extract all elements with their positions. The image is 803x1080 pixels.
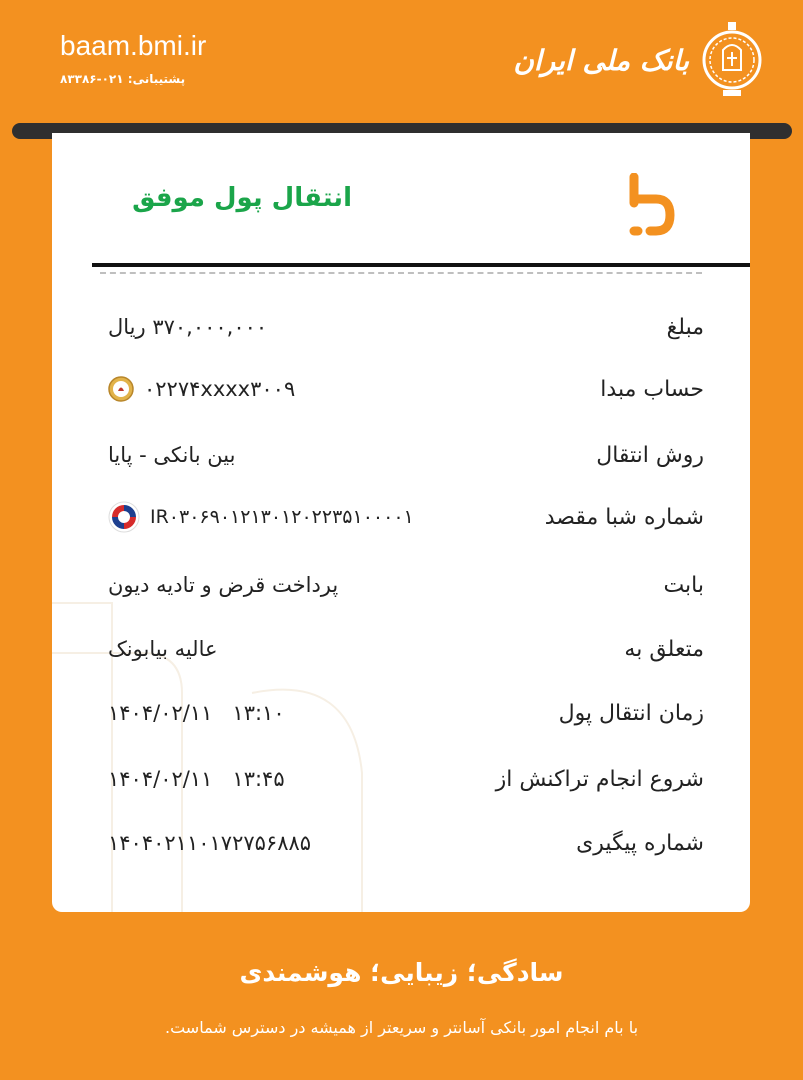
row-tracking-number: [108, 823, 704, 863]
source-account-text: ۰۲۲۷۴xxxx۳۰۰۹: [144, 377, 296, 401]
owner-text: عالیه بیابونک: [108, 637, 218, 661]
row-transfer-method: [108, 435, 704, 475]
owner-label: متعلق به: [624, 636, 704, 662]
transaction-start-text: ۱۴۰۴/۰۲/۱۱ ۱۳:۴۵: [108, 767, 285, 791]
iban-label: شماره شبا مقصد: [544, 504, 704, 530]
row-source-account: [108, 369, 704, 409]
source-account-value: [108, 376, 295, 402]
footer-subtitle: با بام انجام امور بانکی آسانتر و سریعتر از همیشه در دسترس شماست.: [164, 1018, 639, 1037]
purpose-label: بابت: [663, 572, 704, 598]
bank-brand: [513, 16, 763, 104]
divider: [100, 272, 702, 274]
transfer-time-text: ۱۴۰۴/۰۲/۱۱ ۱۳:۱۰: [108, 701, 285, 725]
source-account-label: حساب مبدا: [600, 376, 704, 402]
transfer-time-value: [108, 701, 285, 725]
bank-melli-emblem-icon: [701, 16, 763, 104]
tracking-number-text: ۱۴۰۴۰۲۱۱۰۱۷۲۷۵۶۸۸۵: [108, 831, 312, 855]
bank-melli-coin-icon: [108, 376, 134, 402]
iban-text: IR۰۳۰۶۹۰۱۲۱۳۰۱۲۰۲۲۳۵۱۰۰۰۰۱: [150, 506, 414, 528]
transfer-time-label: زمان انتقال پول: [558, 700, 704, 726]
transaction-start-label: شروع انجام تراکنش از: [495, 766, 704, 792]
paper-slot: [92, 263, 750, 267]
support-phone: پشتیبانی: ۰۲۱-۸۳۳۸۶: [60, 72, 186, 86]
receipt-title: انتقال پول موفق: [132, 183, 352, 213]
destination-bank-icon: [108, 501, 140, 533]
row-amount: [108, 307, 704, 347]
transfer-method-text: بین بانکی - پایا: [108, 443, 236, 467]
baam-logo-icon: [626, 173, 676, 239]
tracking-number-value: [108, 831, 311, 855]
amount-text: ۳۷۰,۰۰۰,۰۰۰ ریال: [108, 315, 268, 339]
row-owner: [108, 629, 704, 669]
row-transaction-start: [108, 759, 704, 799]
footer-title: سادگی؛ زیبایی؛ هوشمندی: [239, 958, 564, 987]
transaction-start-value: [108, 767, 285, 791]
tracking-number-label: شماره پیگیری: [576, 830, 704, 856]
iban-value: [108, 501, 414, 533]
purpose-text: پرداخت قرض و تادیه دیون: [108, 573, 339, 597]
transfer-method-value: [108, 443, 235, 467]
row-iban: [108, 497, 704, 537]
amount-label: مبلغ: [666, 314, 704, 340]
row-purpose: [108, 565, 704, 605]
bank-name: بانک ملی ایران: [513, 43, 689, 77]
row-transfer-time: [108, 693, 704, 733]
header-left: [60, 30, 206, 86]
receipt-card: [52, 133, 750, 912]
site-url[interactable]: baam.bmi.ir: [60, 30, 207, 61]
purpose-value: [108, 573, 338, 597]
amount-value: [108, 315, 267, 339]
transfer-method-label: روش انتقال: [596, 442, 704, 468]
owner-value: [108, 637, 218, 661]
